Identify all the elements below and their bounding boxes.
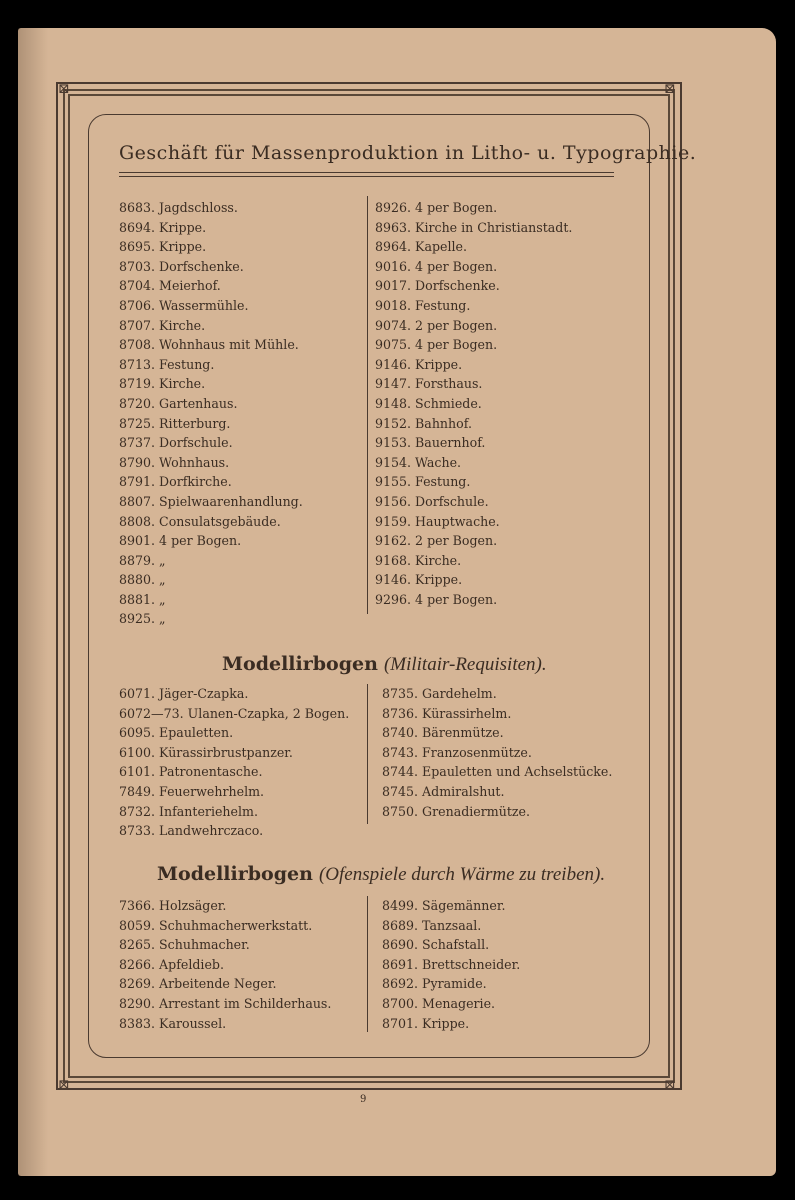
section2-heading [222,653,547,676]
section3-title: Modellirbogen [157,863,313,885]
list-item: 9074. 2 per Bogen. [375,317,498,333]
list-item: 8383. Karoussel. [119,1015,227,1031]
list-item: 6101. Patronentasche. [119,764,263,780]
list-item: 8736. Kürassirhelm. [382,705,512,721]
list-item: 8689. Tanzsaal. [382,917,482,933]
list-item: 8963. Kirche in Christianstadt. [375,219,573,235]
list-item: 7849. Feuerwehrhelm. [119,783,265,799]
binding-shadow [18,28,48,1176]
section1-column-divider [367,196,368,614]
section2-left-column [119,684,349,841]
section3-subtitle: (Ofenspiele durch Wärme zu treiben). [318,864,606,885]
list-item: 8706. Wassermühle. [119,297,249,313]
list-item: 8059. Schuhmacherwerkstatt. [119,917,313,933]
list-item: 8791. Dorfkirche. [119,474,232,490]
list-item: 8704. Meierhof. [119,278,221,294]
list-item: 8499. Sägemänner. [382,898,506,913]
section2-right-column [382,684,612,821]
list-item: 8707. Kirche. [119,317,206,333]
list-item: 8881. „ [119,591,166,607]
list-item: 8743. Franzosenmütze. [382,744,532,760]
list-item: 9159. Hauptwache. [375,513,500,529]
list-item: 8808. Consulatsgebäude. [119,513,281,529]
list-item: 8719. Kirche. [119,376,206,392]
list-item: 9146. Krippe. [375,356,463,372]
list-item: 6072—73. Ulanen-Czapka, 2 Bogen. [119,705,350,721]
list-item: 8708. Wohnhaus mit Mühle. [119,337,299,353]
list-item: 8879. „ [119,552,166,568]
list-item: 9075. 4 per Bogen. [375,337,498,353]
list-item: 8901. 4 per Bogen. [119,533,242,549]
page-heading: Geschäft für Massenproduktion in Litho- u. Typographie. [119,142,697,164]
page-number: 9 [360,1094,367,1105]
section2-column-divider [367,684,368,824]
list-item: 8750. Grenadiermütze. [382,803,530,819]
list-item: 8690. Schafstall. [382,937,490,953]
list-item: 9146. Krippe. [375,572,463,588]
list-item: 8692. Pyramide. [382,976,487,992]
corner-ornament-bottom-left: ⊠ [58,1077,70,1093]
list-item: 8744. Epauletten und Achselstücke. [382,764,613,780]
list-item: 6100. Kürassirbrustpanzer. [119,744,293,760]
list-item: 9168. Kirche. [375,552,462,568]
list-item: 6071. Jäger-Czapka. [119,686,249,701]
list-item: 8725. Ritterburg. [119,415,231,431]
list-item: 8737. Dorfschule. [119,435,233,451]
list-item: 9296. 4 per Bogen. [375,591,498,607]
list-item: 9153. Bauernhof. [375,435,486,451]
list-item: 8807. Spielwaarenhandlung. [119,493,303,509]
list-item: 8265. Schuhmacher. [119,937,250,953]
list-item: 8735. Gardehelm. [382,686,497,701]
list-item: 7366. Holzsäger. [119,898,227,913]
corner-ornament-top-left: ⊠ [58,81,70,97]
list-item: 9018. Festung. [375,297,471,313]
section2-title: Modellirbogen [222,653,378,675]
section1-left-column [119,198,303,629]
heading-rule-top [119,172,614,173]
list-item: 8703. Dorfschenke. [119,258,244,274]
section3-left-column [119,896,331,1033]
list-item: 8926. 4 per Bogen. [375,200,498,215]
list-item: 8732. Infanteriehelm. [119,803,258,819]
section3-right-column [382,896,520,1033]
list-item: 9155. Festung. [375,474,471,490]
corner-ornament-bottom-right: ⊠ [664,1077,676,1093]
list-item: 8745. Admiralshut. [382,783,505,799]
list-item: 8694. Krippe. [119,219,207,235]
list-item: 9154. Wache. [375,454,462,470]
section2-subtitle: (Militair-Requisiten). [383,654,547,675]
list-item: 9147. Forsthaus. [375,376,483,392]
list-item: 8695. Krippe. [119,239,207,255]
section1-right-column [375,198,572,609]
list-item: 8691. Brettschneider. [382,956,521,972]
list-item: 8266. Apfeldieb. [119,956,224,972]
list-item: 6095. Epauletten. [119,725,234,741]
list-item: 9156. Dorfschule. [375,493,489,509]
list-item: 8290. Arrestant im Schilderhaus. [119,995,332,1011]
corner-ornament-top-right: ⊠ [664,81,676,97]
list-item: 8964. Kapelle. [375,239,467,255]
list-item: 8713. Festung. [119,356,215,372]
list-item: 8925. „ [119,611,166,627]
list-item: 8720. Gartenhaus. [119,395,238,411]
list-item: 9152. Bahnhof. [375,415,472,431]
heading-rule-bottom [119,176,614,177]
section3-column-divider [367,896,368,1032]
list-item: 8683. Jagdschloss. [119,200,238,215]
list-item: 8880. „ [119,572,166,588]
list-item: 8740. Bärenmütze. [382,725,504,741]
list-item: 8733. Landwehrczaco. [119,823,264,839]
list-item: 9017. Dorfschenke. [375,278,500,294]
list-item: 9016. 4 per Bogen. [375,258,498,274]
list-item: 8700. Menagerie. [382,995,496,1011]
list-item: 9148. Schmiede. [375,395,482,411]
list-item: 8790. Wohnhaus. [119,454,230,470]
section3-heading [157,863,605,886]
list-item: 8701. Krippe. [382,1015,470,1031]
list-item: 8269. Arbeitende Neger. [119,976,277,992]
list-item: 9162. 2 per Bogen. [375,533,498,549]
